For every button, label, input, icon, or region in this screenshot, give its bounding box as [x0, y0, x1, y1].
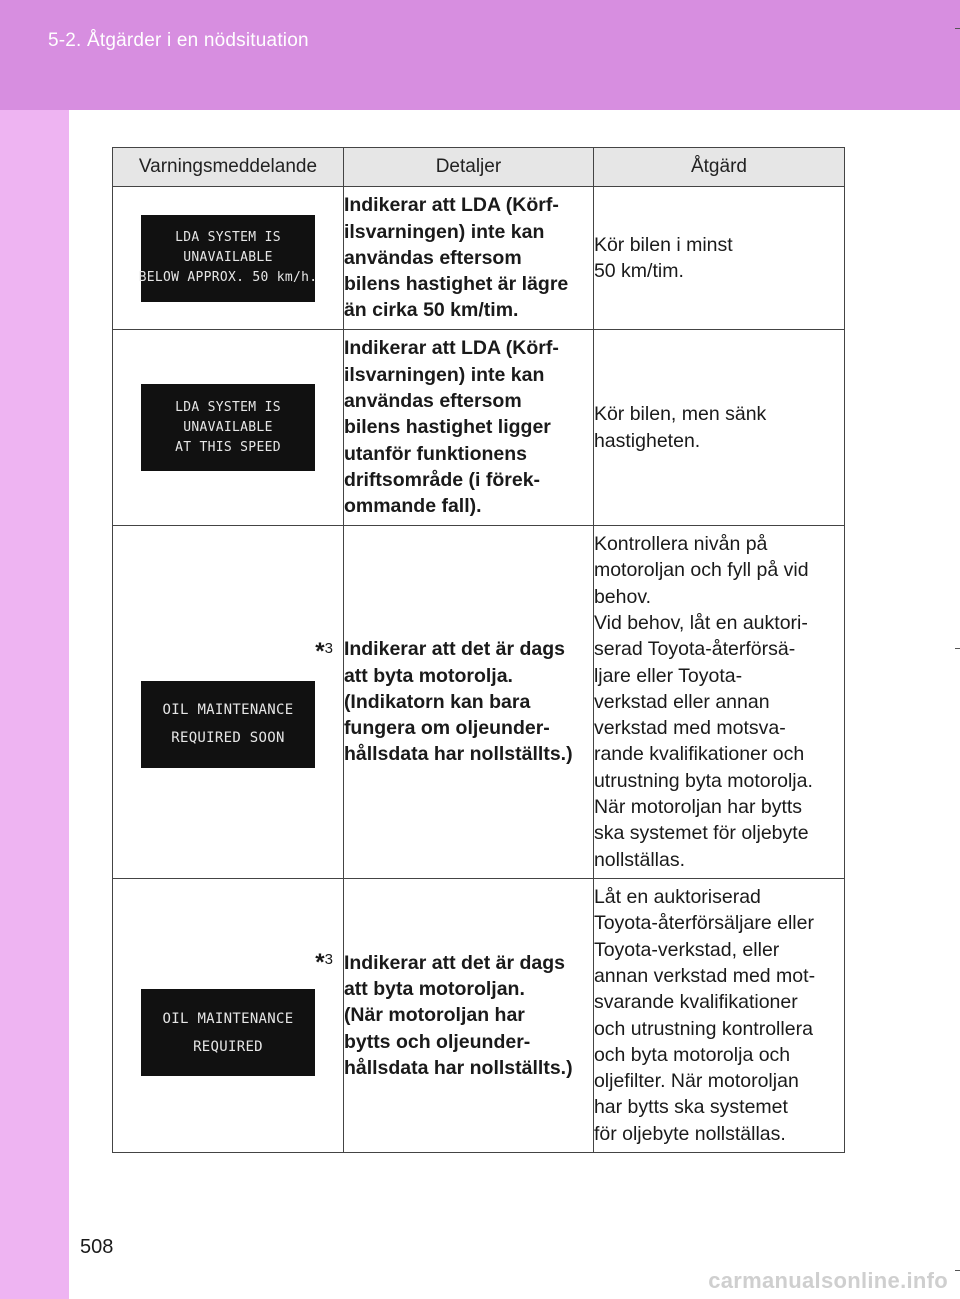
- warning-display-cell: [113, 330, 344, 526]
- action-line: motoroljan och fyll på vid: [593, 559, 809, 582]
- action-line: nollställas.: [593, 848, 685, 871]
- action-cell: [593, 526, 844, 879]
- details-line: driftsområde (i förek-: [343, 468, 541, 491]
- lcd-line: UNAVAILABLE: [183, 250, 273, 265]
- details-line: ilsvarningen) inte kan: [343, 363, 545, 386]
- details-line: utanför funktionens: [343, 442, 528, 465]
- action-line: Kör bilen, men sänk: [593, 403, 767, 426]
- action-line: serad Toyota-återförsä-: [593, 638, 796, 661]
- details-line: Indikerar att LDA (Körf-: [343, 337, 559, 360]
- footnote-reference: *3: [315, 638, 333, 665]
- watermark: carmanualsonline.info: [708, 1268, 948, 1293]
- section-title: 5-2. Åtgärder i en nödsituation: [48, 30, 309, 51]
- action-line: ljare eller Toyota-: [593, 664, 743, 687]
- action-line: annan verkstad med mot-: [593, 964, 816, 987]
- action-line: När motoroljan har bytts: [593, 796, 803, 819]
- action-line: verkstad eller annan: [593, 690, 770, 713]
- details-line: användas eftersom: [343, 390, 522, 413]
- action-line: rande kvalifikationer och: [593, 743, 805, 766]
- details-line: än cirka 50 km/tim.: [343, 299, 519, 322]
- details-line: att byta motorolja.: [343, 664, 513, 687]
- details-line: Indikerar att LDA (Körf-: [343, 194, 559, 217]
- details-line: bilens hastighet är lägre: [343, 273, 569, 296]
- column-header-warning-message: Varningsmeddelande: [113, 148, 344, 187]
- column-header-details: Detaljer: [343, 148, 593, 187]
- lcd-warning-display: [141, 989, 315, 1076]
- lcd-line: REQUIRED SOON: [171, 730, 285, 746]
- lcd-warning-display: [141, 681, 315, 768]
- warning-display-cell: [113, 526, 344, 879]
- action-line: och utrustning kontrollera: [593, 1017, 813, 1040]
- details-line: fungera om oljeunder-: [343, 717, 550, 740]
- lcd-line: BELOW APPROX. 50 km/h.: [138, 270, 318, 285]
- details-line: hållsdata har nollställts.): [343, 743, 573, 766]
- action-line: ska systemet för oljebyte: [593, 822, 809, 845]
- action-line: har bytts ska systemet: [593, 1096, 788, 1119]
- action-line: hastigheten.: [593, 429, 701, 452]
- action-line: utrustning byta motorolja.: [593, 769, 813, 792]
- warning-messages-table: [112, 147, 845, 1153]
- lcd-warning-display: [141, 384, 315, 471]
- footnote-reference: *3: [315, 949, 333, 976]
- action-line: Låt en auktoriserad: [593, 886, 761, 909]
- lcd-line: OIL MAINTENANCE: [162, 702, 294, 718]
- action-line: Toyota-återförsäljare eller: [593, 912, 814, 935]
- details-cell: [343, 187, 593, 330]
- details-line: hållsdata har nollställts.): [343, 1056, 573, 1079]
- details-line: (Indikatorn kan bara: [343, 690, 531, 713]
- lcd-line: REQUIRED: [193, 1038, 263, 1055]
- details-cell: [343, 330, 593, 526]
- lcd-line: AT THIS SPEED: [175, 439, 281, 455]
- action-line: Kör bilen i minst: [593, 233, 733, 256]
- asterisk-icon: *: [315, 949, 325, 976]
- table-row: [113, 879, 845, 1153]
- details-line: bytts och oljeunder-: [343, 1030, 531, 1053]
- action-cell: [593, 187, 844, 330]
- table-row: [113, 330, 845, 526]
- table-row: [113, 187, 845, 330]
- details-line: ilsvarningen) inte kan: [343, 220, 545, 243]
- action-cell: [593, 330, 844, 526]
- details-line: (När motoroljan har: [343, 1004, 525, 1027]
- action-line: Toyota-verkstad, eller: [593, 938, 780, 961]
- crop-mark: [955, 28, 960, 29]
- column-header-action: Åtgärd: [593, 148, 844, 187]
- warning-display-cell: [113, 879, 344, 1153]
- action-line: svarande kvalifikationer: [593, 991, 798, 1014]
- action-line: behov.: [593, 585, 652, 608]
- details-line: ommande fall).: [343, 495, 482, 518]
- table-row: [113, 526, 845, 879]
- header-band: [0, 0, 960, 110]
- details-line: Indikerar att det är dags: [343, 638, 566, 661]
- lcd-line: LDA SYSTEM IS: [175, 399, 281, 415]
- side-band: [0, 110, 69, 1299]
- action-line: för oljebyte nollställas.: [593, 1122, 786, 1145]
- details-line: att byta motoroljan.: [343, 978, 525, 1001]
- action-line: 50 km/tim.: [593, 260, 684, 282]
- details-cell: [343, 879, 593, 1153]
- lcd-warning-display: [138, 215, 318, 302]
- table-header-row: [113, 148, 845, 187]
- crop-mark: [955, 1270, 960, 1271]
- action-line: verkstad med motsva-: [593, 717, 786, 740]
- lcd-line: UNAVAILABLE: [183, 419, 273, 435]
- warning-display-cell: [113, 187, 344, 330]
- crop-mark: [955, 648, 960, 649]
- lcd-line: OIL MAINTENANCE: [162, 1010, 294, 1027]
- asterisk-icon: *: [315, 638, 325, 665]
- action-line: Vid behov, låt en auktori-: [593, 611, 808, 634]
- action-line: Kontrollera nivån på: [593, 533, 768, 556]
- action-line: och byta motorolja och: [593, 1043, 791, 1066]
- lcd-line: LDA SYSTEM IS: [175, 230, 281, 245]
- details-cell: [343, 526, 593, 879]
- details-line: bilens hastighet ligger: [343, 416, 551, 439]
- action-cell: [593, 879, 844, 1153]
- action-line: oljefilter. När motoroljan: [593, 1070, 799, 1093]
- details-line: Indikerar att det är dags: [343, 951, 566, 974]
- page-number: 508: [80, 1236, 114, 1258]
- details-line: användas eftersom: [343, 246, 522, 269]
